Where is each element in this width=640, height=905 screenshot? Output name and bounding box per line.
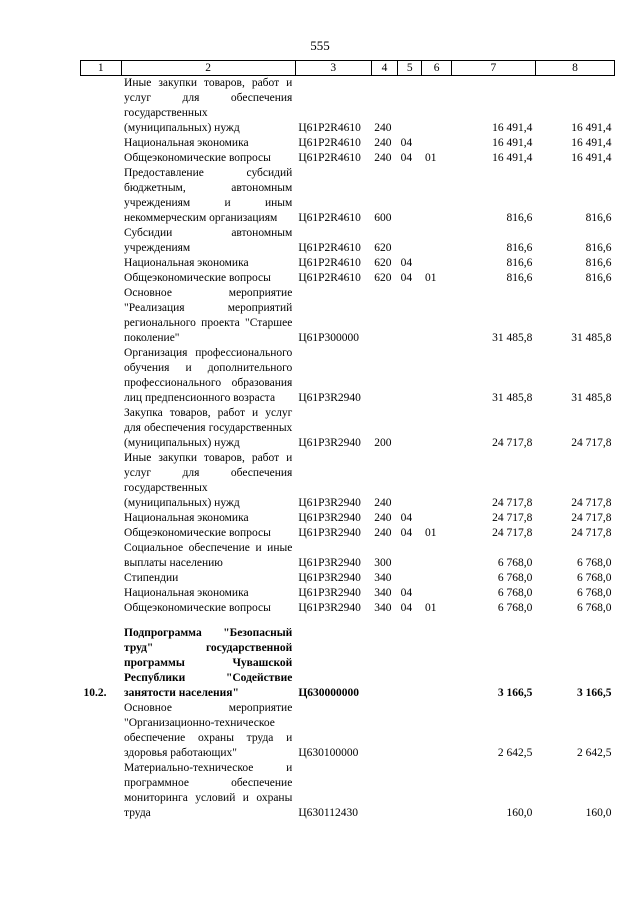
row-value-8: 816,6: [585, 242, 612, 254]
row-value-7: 816,6: [506, 242, 533, 254]
row-value-8: 6 768,0: [577, 557, 612, 569]
table-row: [81, 541, 615, 571]
row-value-7: 16 491,4: [492, 122, 533, 134]
row-col4: [371, 761, 397, 821]
row-col4: 240: [374, 137, 392, 149]
row-code: Ц61P2R4610: [298, 212, 361, 224]
row-name: Национальная экономика: [124, 137, 249, 149]
row-col5: [398, 571, 422, 586]
table-row: [81, 601, 615, 616]
row-value-7: 816,6: [506, 272, 533, 284]
row-code: Ц61P3R2940: [298, 497, 361, 509]
row-col4: [371, 701, 397, 761]
row-number: [81, 76, 122, 137]
row-name: Подпрограмма "Безопасный труд" государственной программы Чувашской Республики "Содействие занятости населения": [124, 627, 293, 699]
row-col4: 620: [374, 257, 392, 269]
row-value-8: 6 768,0: [577, 602, 612, 614]
row-col6: [422, 571, 451, 586]
table-row: [81, 256, 615, 271]
row-col5: [398, 76, 422, 137]
row-value-7: 24 717,8: [492, 512, 533, 524]
row-number: [81, 571, 122, 586]
header-col-3: 3: [295, 61, 371, 76]
row-col5: [398, 226, 422, 256]
row-code: Ц61P2R4610: [298, 242, 361, 254]
row-code: Ц61P3R2940: [298, 527, 361, 539]
spacer-cell: [81, 616, 615, 626]
row-col5: [398, 166, 422, 226]
row-col4: 200: [374, 437, 392, 449]
row-col4: 340: [374, 572, 392, 584]
row-code: Ц61P2R4610: [298, 152, 361, 164]
row-col5: [398, 406, 422, 451]
row-col4: 300: [374, 557, 392, 569]
row-col5: [398, 451, 422, 511]
row-number: [81, 286, 122, 346]
row-value-7: 3 166,5: [497, 687, 533, 699]
row-value-8: 24 717,8: [571, 437, 612, 449]
table-row: [81, 701, 615, 761]
table-row: [81, 761, 615, 821]
row-value-8: 816,6: [585, 257, 612, 269]
row-name: Национальная экономика: [124, 587, 249, 599]
table-row: [81, 406, 615, 451]
row-name: Национальная экономика: [124, 512, 249, 524]
row-value-8: 24 717,8: [571, 512, 612, 524]
row-col6: [422, 451, 451, 511]
table-row: [81, 271, 615, 286]
row-value-7: 16 491,4: [492, 152, 533, 164]
row-code: Ц61P3R2940: [298, 602, 361, 614]
row-name: Субсидии автономным учреждениям: [124, 227, 293, 254]
row-name: Закупка товаров, работ и услуг для обеспечения государственных (муниципальных) нужд: [124, 407, 293, 449]
row-number: [81, 526, 122, 541]
table-row: [81, 626, 615, 701]
row-col6: [422, 761, 451, 821]
row-name: Основное мероприятие "Организационно-техническое обеспечение охраны труда и здоровья работающих": [124, 702, 293, 759]
row-value-7: 24 717,8: [492, 437, 533, 449]
row-code: Ц61P3R2940: [298, 512, 361, 524]
row-value-8: 16 491,4: [571, 152, 612, 164]
row-col4: [371, 286, 397, 346]
row-col5: 04: [400, 152, 413, 164]
row-name: Организация профессионального обучения и дополнительного профессионального образования лиц предпенсионного возраста: [124, 347, 293, 404]
row-name: Общеэкономические вопросы: [124, 527, 271, 539]
row-name: Общеэкономические вопросы: [124, 152, 271, 164]
row-col5: 04: [400, 602, 413, 614]
row-number: [81, 761, 122, 821]
table-row: [81, 76, 615, 137]
row-col5: [398, 701, 422, 761]
header-col-1: 1: [81, 61, 122, 76]
row-number: [81, 151, 122, 166]
row-number: [81, 271, 122, 286]
row-spacer: [81, 616, 615, 626]
row-number: [81, 256, 122, 271]
row-col5: [398, 626, 422, 701]
header-col-6: 6: [422, 61, 451, 76]
row-col6: [422, 541, 451, 571]
row-col6: [422, 286, 451, 346]
row-value-8: 160,0: [585, 807, 612, 819]
table-row: [81, 151, 615, 166]
header-col-2: 2: [121, 61, 295, 76]
row-col4: [371, 346, 397, 406]
row-value-8: 31 485,8: [571, 332, 612, 344]
row-value-8: 16 491,4: [571, 137, 612, 149]
row-code: Ц61P2R4610: [298, 272, 361, 284]
header-col-5: 5: [398, 61, 422, 76]
row-number: [81, 406, 122, 451]
row-value-7: 31 485,8: [492, 332, 533, 344]
row-col4: 600: [374, 212, 392, 224]
row-col6: 01: [424, 272, 437, 284]
row-number: 10.2.: [83, 687, 107, 699]
row-col5: 04: [400, 137, 413, 149]
row-col5: 04: [400, 527, 413, 539]
row-col6: 01: [424, 602, 437, 614]
row-col4: 620: [374, 272, 392, 284]
row-number: [81, 451, 122, 511]
row-value-7: 6 768,0: [497, 557, 533, 569]
page-number: 555: [310, 38, 330, 53]
row-col5: 04: [400, 257, 413, 269]
row-name: Иные закупки товаров, работ и услуг для обеспечения государственных (муниципальных) нужд: [124, 452, 293, 509]
row-code: Ц61P3R2940: [298, 392, 361, 404]
header-col-8: 8: [535, 61, 614, 76]
row-value-8: 2 642,5: [577, 747, 612, 759]
table-header-row: [81, 61, 615, 76]
row-code: Ц630112430: [298, 807, 358, 819]
row-code: Ц61P3R2940: [298, 572, 361, 584]
row-code: Ц61P3R2940: [298, 587, 361, 599]
table-row: [81, 526, 615, 541]
row-col4: 240: [374, 152, 392, 164]
row-col4: [371, 626, 397, 701]
row-code: Ц630100000: [298, 747, 359, 759]
row-value-8: 6 768,0: [577, 587, 612, 599]
row-code: Ц61P3R2940: [298, 557, 361, 569]
row-name: Основное мероприятие "Реализация мероприятий регионального проекта "Старшее поколение": [124, 287, 293, 344]
row-col6: [422, 406, 451, 451]
row-col6: [422, 166, 451, 226]
table-row: [81, 136, 615, 151]
row-code: Ц61P2R4610: [298, 122, 361, 134]
row-col6: [422, 511, 451, 526]
row-name: Национальная экономика: [124, 257, 249, 269]
row-value-7: 31 485,8: [492, 392, 533, 404]
row-value-7: 160,0: [506, 807, 533, 819]
row-col5: [398, 761, 422, 821]
row-number: [81, 136, 122, 151]
row-value-8: 816,6: [585, 272, 612, 284]
row-name: Социальное обеспечение и иные выплаты населению: [124, 542, 293, 569]
row-col4: 240: [374, 122, 392, 134]
row-code: Ц61P3R2940: [298, 437, 361, 449]
row-col6: [422, 76, 451, 137]
row-number: [81, 166, 122, 226]
table-row: [81, 451, 615, 511]
table-row: [81, 346, 615, 406]
row-value-8: 16 491,4: [571, 122, 612, 134]
row-col4: 240: [374, 512, 392, 524]
row-name: Общеэкономические вопросы: [124, 602, 271, 614]
row-value-7: 24 717,8: [492, 497, 533, 509]
header-col-4: 4: [371, 61, 397, 76]
row-value-7: 816,6: [506, 212, 533, 224]
table-row: [81, 166, 615, 226]
row-col5: [398, 346, 422, 406]
row-number: [81, 701, 122, 761]
row-col6: [422, 136, 451, 151]
row-value-8: 816,6: [585, 212, 612, 224]
row-col5: [398, 286, 422, 346]
row-value-7: 816,6: [506, 257, 533, 269]
table-body: [81, 76, 615, 822]
row-value-7: 6 768,0: [497, 587, 533, 599]
row-col5: 04: [400, 272, 413, 284]
row-col6: [422, 256, 451, 271]
row-col6: [422, 226, 451, 256]
row-col6: 01: [424, 152, 437, 164]
row-number: [81, 226, 122, 256]
row-name: Иные закупки товаров, работ и услуг для обеспечения государственных (муниципальных) нужд: [124, 77, 293, 134]
row-value-8: 31 485,8: [571, 392, 612, 404]
row-code: Ц630000000: [298, 687, 360, 699]
row-value-8: 24 717,8: [571, 497, 612, 509]
budget-table: [80, 60, 615, 821]
row-value-8: 6 768,0: [577, 572, 612, 584]
row-number: [81, 346, 122, 406]
row-number: [81, 541, 122, 571]
row-col4: 340: [374, 602, 392, 614]
row-col4: 620: [374, 242, 392, 254]
row-col5: [398, 541, 422, 571]
row-col6: [422, 701, 451, 761]
row-value-7: 6 768,0: [497, 572, 533, 584]
row-code: Ц61P300000: [298, 332, 360, 344]
table-row: [81, 286, 615, 346]
header-col-7: 7: [451, 61, 535, 76]
row-col6: [422, 586, 451, 601]
row-col6: 01: [424, 527, 437, 539]
row-name: Стипендии: [124, 572, 179, 584]
table-row: [81, 571, 615, 586]
row-col4: 240: [374, 497, 392, 509]
row-number: [81, 511, 122, 526]
row-number: [81, 586, 122, 601]
row-col4: 240: [374, 527, 392, 539]
row-value-7: 2 642,5: [497, 747, 533, 759]
row-name: Общеэкономические вопросы: [124, 272, 271, 284]
row-name: Материально-техническое и программное обеспечение мониторинга условий и охраны труда: [124, 762, 293, 819]
table-row: [81, 226, 615, 256]
table-row: [81, 586, 615, 601]
row-value-7: 24 717,8: [492, 527, 533, 539]
row-name: Предоставление субсидий бюджетным, автономным учреждениям и иным некоммерческим организациям: [124, 167, 293, 224]
row-value-8: 3 166,5: [577, 687, 612, 699]
row-value-7: 6 768,0: [497, 602, 533, 614]
row-code: Ц61P2R4610: [298, 257, 361, 269]
row-col5: 04: [400, 512, 413, 524]
row-col6: [422, 626, 451, 701]
table-row: [81, 511, 615, 526]
row-value-7: 16 491,4: [492, 137, 533, 149]
row-value-8: 24 717,8: [571, 527, 612, 539]
row-code: Ц61P2R4610: [298, 137, 361, 149]
row-col4: 340: [374, 587, 392, 599]
row-number: [81, 601, 122, 616]
row-col5: 04: [400, 587, 413, 599]
row-col6: [422, 346, 451, 406]
